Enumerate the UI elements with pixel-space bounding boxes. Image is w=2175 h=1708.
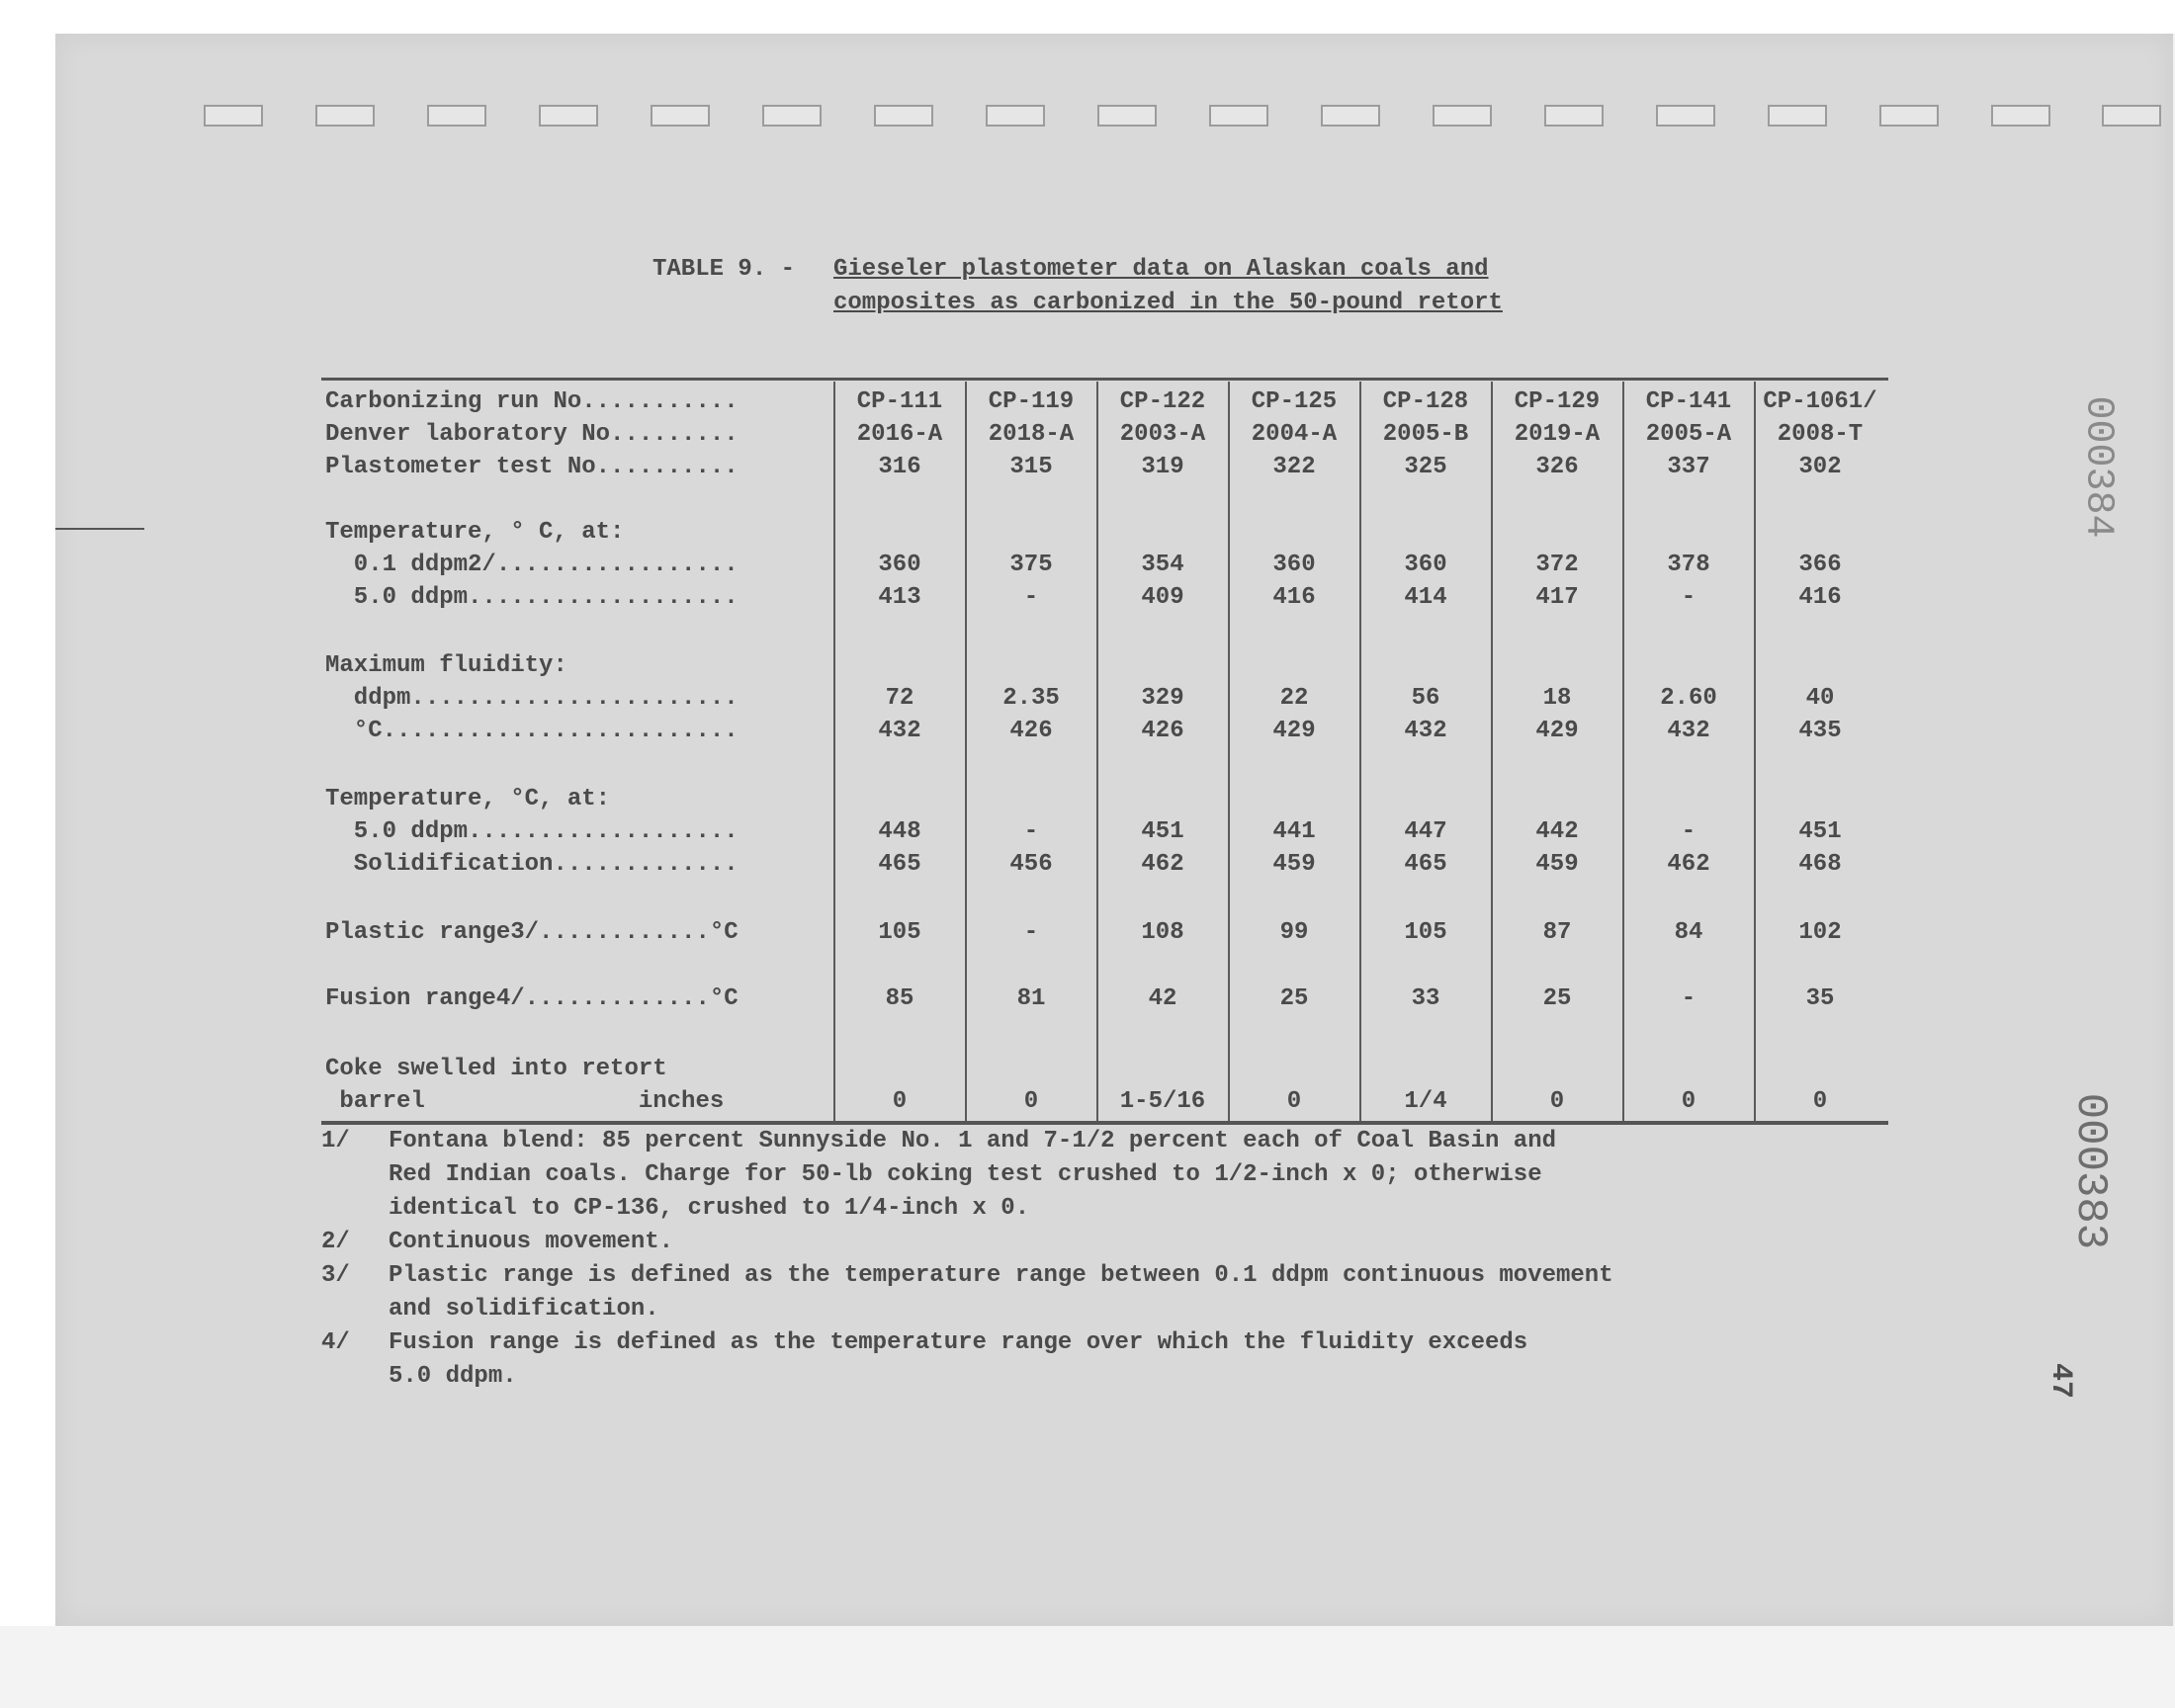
table-cell: 0	[1681, 1088, 1696, 1115]
table-cell: 414	[1404, 584, 1447, 611]
stub-run-no: Carbonizing run No...........	[325, 388, 739, 415]
column-test-no: 319	[1141, 454, 1184, 480]
stub-max-fluidity-heading: Maximum fluidity:	[325, 652, 567, 679]
sprocket-hole	[1768, 105, 1827, 127]
archive-stamp-bottom: 000383	[2065, 1092, 2116, 1250]
column-test-no: 322	[1272, 454, 1316, 480]
column-test-no: 315	[1009, 454, 1053, 480]
column-lab-no: 2019-A	[1514, 421, 1601, 448]
table-cell: -	[1681, 818, 1696, 845]
table-cell: 417	[1535, 584, 1579, 611]
column-lab-no: 2004-A	[1251, 421, 1338, 448]
column-run-no: CP-129	[1514, 388, 1601, 415]
column-lab-no: 2016-A	[856, 421, 943, 448]
footnote-text: Continuous movement.	[389, 1229, 674, 1255]
table-cell: 0	[1812, 1088, 1828, 1115]
table-cell: 0	[1286, 1088, 1302, 1115]
table-cell: 0	[1023, 1088, 1039, 1115]
sprocket-hole	[1656, 105, 1715, 127]
table-cell: 81	[1016, 985, 1046, 1012]
table-cell: -	[1023, 818, 1039, 845]
table-cell: 416	[1272, 584, 1316, 611]
table-cell: -	[1023, 584, 1039, 611]
table-cell: 416	[1798, 584, 1842, 611]
table-cell: 426	[1009, 718, 1053, 744]
table-cell: 33	[1411, 985, 1440, 1012]
table-cell: 429	[1272, 718, 1316, 744]
table-cell: 465	[878, 851, 921, 878]
table-cell: -	[1681, 584, 1696, 611]
table-cell: -	[1681, 985, 1696, 1012]
table-cell: -	[1023, 919, 1039, 946]
scan-artifact-line	[55, 528, 144, 530]
sprocket-hole	[1544, 105, 1604, 127]
table-cell: 372	[1535, 552, 1579, 578]
column-test-no: 326	[1535, 454, 1579, 480]
column-run-no: CP-122	[1119, 388, 1206, 415]
footnote-text: Fusion range is defined as the temperature range over which the fluidity exceeds 5.0 ddpm.	[389, 1329, 1528, 1390]
table-cell: 2.60	[1660, 685, 1717, 712]
table-cell: 451	[1798, 818, 1842, 845]
footnote-marker: 2/	[321, 1229, 350, 1255]
footnote-marker: 4/	[321, 1329, 350, 1356]
table-number: TABLE 9. -	[652, 256, 796, 283]
stub-temperature-heading: Temperature, ° C, at:	[325, 519, 625, 546]
table-cell: 84	[1674, 919, 1703, 946]
table-cell: 2.35	[1002, 685, 1060, 712]
table-cell: 360	[878, 552, 921, 578]
table-cell: 360	[1272, 552, 1316, 578]
stub-temperature2-heading: Temperature, °C, at:	[325, 786, 611, 812]
table-cell: 451	[1141, 818, 1184, 845]
stub-max-ddpm: ddpm.......................	[325, 685, 739, 712]
stub-50-ddpm-2: 5.0 ddpm...................	[325, 818, 739, 845]
table-cell: 18	[1542, 685, 1572, 712]
table-cell: 1/4	[1404, 1088, 1447, 1115]
table-cell: 441	[1272, 818, 1316, 845]
table-cell: 360	[1404, 552, 1447, 578]
table-cell: 447	[1404, 818, 1447, 845]
table-cell: 1-5/16	[1119, 1088, 1206, 1115]
table-cell: 442	[1535, 818, 1579, 845]
table-cell: 25	[1542, 985, 1572, 1012]
table-cell: 105	[878, 919, 921, 946]
table-cell: 429	[1535, 718, 1579, 744]
footnote-text: Plastic range is defined as the temperature range between 0.1 ddpm continuous movement and solidification.	[389, 1262, 1613, 1323]
sprocket-hole	[1879, 105, 1939, 127]
table-cell: 378	[1667, 552, 1710, 578]
table-cell: 329	[1141, 685, 1184, 712]
table-cell: 375	[1009, 552, 1053, 578]
stub-50-ddpm: 5.0 ddpm...................	[325, 584, 739, 611]
table-caption-line2: composites as carbonized in the 50-pound retort	[833, 290, 1503, 316]
column-lab-no: 2005-A	[1645, 421, 1732, 448]
sprocket-hole	[315, 105, 375, 127]
sprocket-hole	[874, 105, 933, 127]
column-test-no: 325	[1404, 454, 1447, 480]
sprocket-hole	[1209, 105, 1268, 127]
column-lab-no: 2018-A	[988, 421, 1075, 448]
table-cell: 465	[1404, 851, 1447, 878]
stub-fusion-range: Fusion range4/.............°C	[325, 985, 739, 1012]
table-cell: 413	[878, 584, 921, 611]
table-cell: 459	[1272, 851, 1316, 878]
table-cell: 85	[885, 985, 914, 1012]
table-cell: 459	[1535, 851, 1579, 878]
column-lab-no: 2003-A	[1119, 421, 1206, 448]
table-cell: 0	[1549, 1088, 1565, 1115]
column-run-no: CP-141	[1645, 388, 1732, 415]
column-run-no: CP-125	[1251, 388, 1338, 415]
stub-max-degc: °C.........................	[325, 718, 739, 744]
table-cell: 468	[1798, 851, 1842, 878]
footnote-marker: 3/	[321, 1262, 350, 1289]
table-cell: 354	[1141, 552, 1184, 578]
table-cell: 72	[885, 685, 914, 712]
column-lab-no: 2008-T	[1777, 421, 1864, 448]
sprocket-hole	[539, 105, 598, 127]
table-cell: 108	[1141, 919, 1184, 946]
table-cell: 56	[1411, 685, 1440, 712]
table-cell: 432	[1667, 718, 1710, 744]
table-cell: 42	[1148, 985, 1177, 1012]
sprocket-hole	[204, 105, 263, 127]
column-run-no: CP-119	[988, 388, 1075, 415]
column-run-no: CP-128	[1382, 388, 1469, 415]
table-cell: 432	[1404, 718, 1447, 744]
top-margin	[0, 0, 2175, 34]
table-caption-line1: Gieseler plastometer data on Alaskan coals and	[833, 256, 1489, 283]
footnote-text: Fontana blend: 85 percent Sunnyside No. 1 and 7-1/2 percent each of Coal Basin and Red Indian coals. Charge for 50-lb coking test crushed to 1/2-inch x 0; otherwise identical to CP-136, crushed to 1/4-inch x 0.	[389, 1128, 1556, 1222]
column-test-no: 316	[878, 454, 921, 480]
stub-lab-no: Denver laboratory No.........	[325, 421, 739, 448]
plastometer-data-table	[321, 378, 1888, 1124]
table-cell: 426	[1141, 718, 1184, 744]
column-test-no: 337	[1667, 454, 1710, 480]
table-cell: 35	[1805, 985, 1835, 1012]
table-cell: 25	[1279, 985, 1309, 1012]
stub-01-ddpm: 0.1 ddpm2/.................	[325, 552, 739, 578]
bottom-margin	[0, 1626, 2175, 1708]
table-cell: 409	[1141, 584, 1184, 611]
stub-solidification: Solidification.............	[325, 851, 739, 878]
sprocket-hole	[1321, 105, 1380, 127]
sprocket-hole	[1991, 105, 2050, 127]
column-test-no: 302	[1798, 454, 1842, 480]
sprocket-holes	[204, 105, 2171, 128]
footnote-marker: 1/	[321, 1128, 350, 1154]
table-cell: 0	[892, 1088, 908, 1115]
table-cell: 105	[1404, 919, 1447, 946]
sprocket-hole	[2102, 105, 2161, 127]
sprocket-hole	[1433, 105, 1492, 127]
table-cell: 462	[1667, 851, 1710, 878]
table-cell: 102	[1798, 919, 1842, 946]
column-run-no: CP-1061/	[1763, 388, 1877, 415]
sprocket-hole	[651, 105, 710, 127]
column-lab-no: 2005-B	[1382, 421, 1469, 448]
table-cell: 22	[1279, 685, 1309, 712]
table-cell: 462	[1141, 851, 1184, 878]
stub-plastic-range: Plastic range3/............°C	[325, 919, 739, 946]
table-top-rule	[321, 378, 1888, 381]
table-cell: 435	[1798, 718, 1842, 744]
sprocket-hole	[427, 105, 486, 127]
stub-test-no: Plastometer test No..........	[325, 454, 739, 480]
page-number: 47	[2044, 1362, 2078, 1400]
sprocket-hole	[1097, 105, 1157, 127]
stub-coke-barrel: barrel inches	[325, 1088, 725, 1115]
table-cell: 448	[878, 818, 921, 845]
stub-coke-swelled: Coke swelled into retort	[325, 1056, 667, 1082]
sprocket-hole	[986, 105, 1045, 127]
archive-stamp-top: 000384	[2075, 395, 2121, 539]
table-cell: 366	[1798, 552, 1842, 578]
table-cell: 87	[1542, 919, 1572, 946]
table-cell: 456	[1009, 851, 1053, 878]
left-margin	[0, 0, 55, 1708]
column-run-no: CP-111	[856, 388, 943, 415]
table-cell: 40	[1805, 685, 1835, 712]
sprocket-hole	[762, 105, 822, 127]
table-cell: 99	[1279, 919, 1309, 946]
table-cell: 432	[878, 718, 921, 744]
